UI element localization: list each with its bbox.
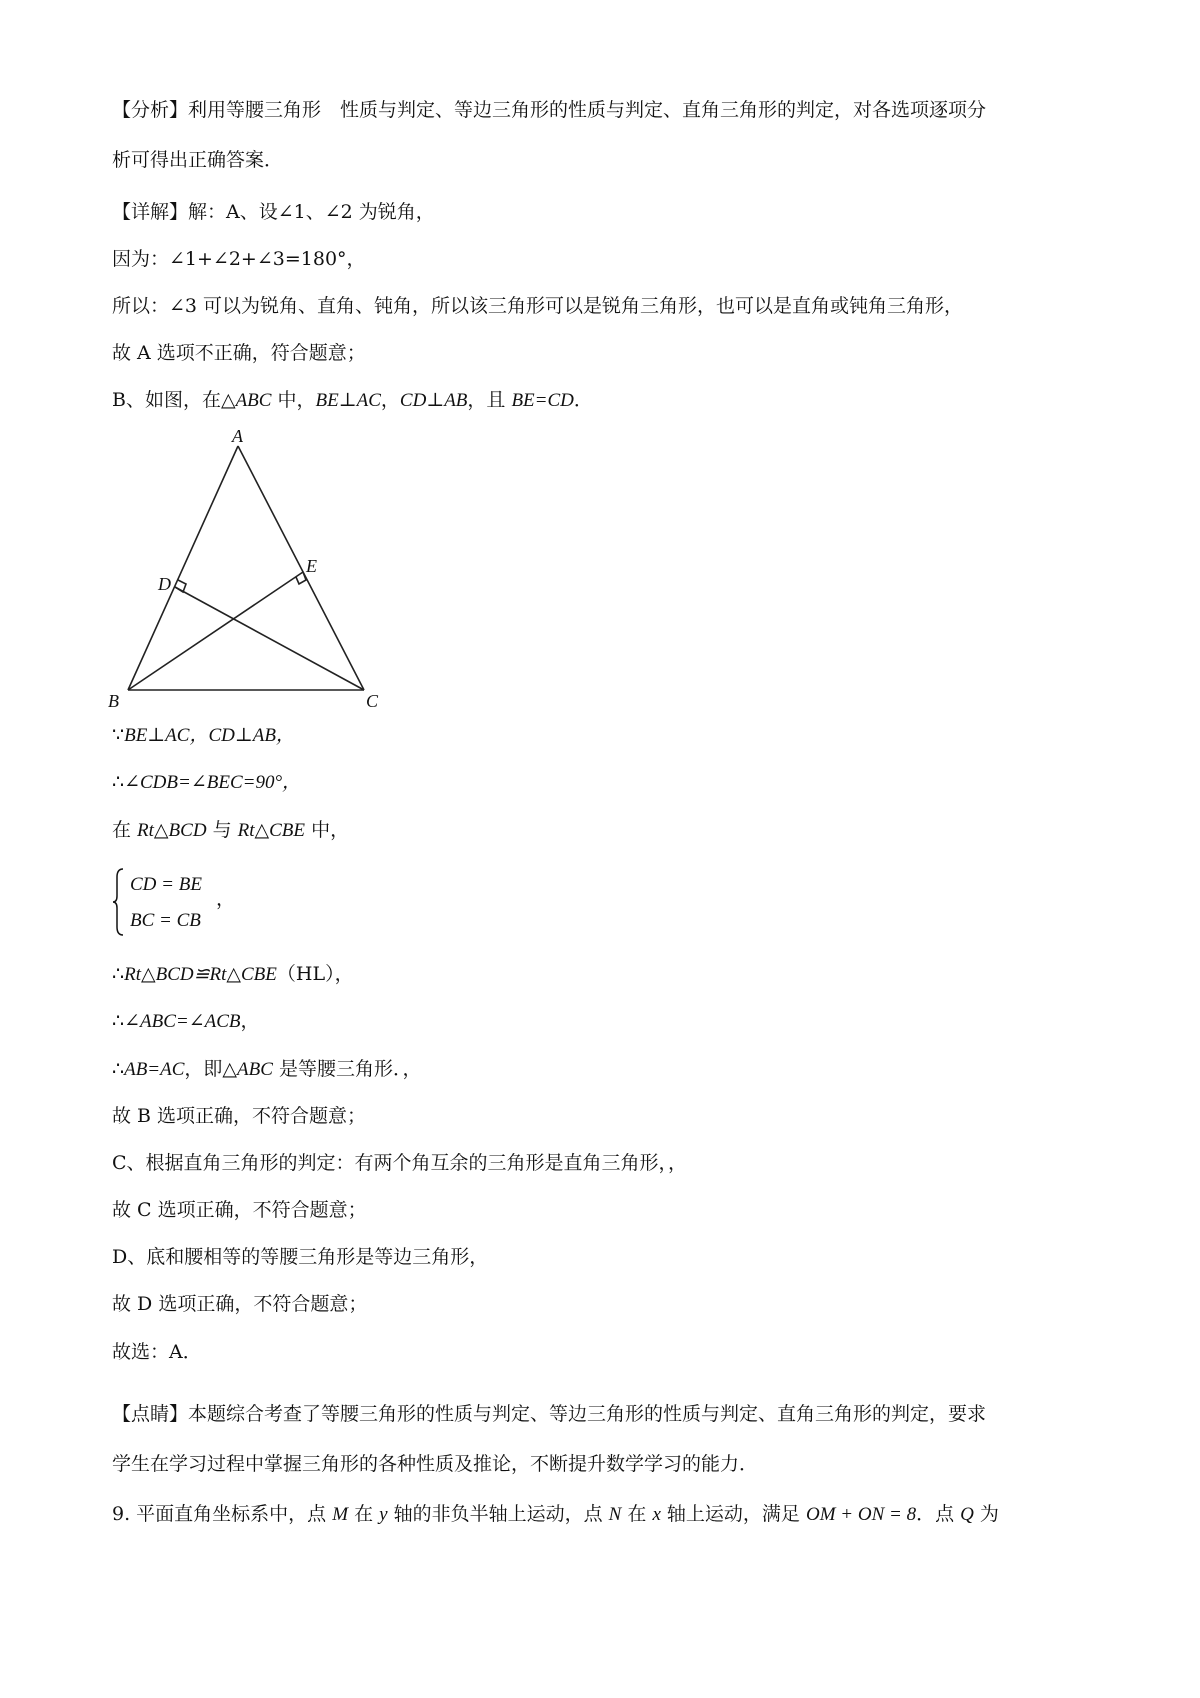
q9-y: y (379, 1504, 388, 1525)
proof-text-6: AB=AC (124, 1059, 185, 1080)
therefore-symbol-1: ∴ (112, 771, 125, 793)
proof-text-1: BE⊥AC，CD⊥AB， (124, 725, 295, 746)
b-eq: BE=CD (511, 390, 574, 411)
comment-label: 【点睛】 (112, 1403, 189, 1425)
b-comma1: ， (380, 389, 400, 411)
proof-line-10: D、底和腰相等的等腰三角形是等边三角形， (112, 1246, 489, 1268)
p3-end: 中， (305, 819, 350, 841)
q9-t6: ．点 (916, 1503, 961, 1525)
q9-t4: 在 (621, 1503, 653, 1525)
label-e: E (306, 556, 317, 576)
detail-intro: 解：A、设∠1、∠2 为锐角， (188, 201, 435, 223)
comment-text-2: 学生在学习过程中掌握三角形的各种性质及推论，不断提升数学学习的能力． (112, 1453, 759, 1475)
q9-x: x (652, 1504, 661, 1525)
system-eq-2: BC = CB (130, 910, 201, 931)
segment-ab (128, 446, 238, 690)
b-mid1: 中， (271, 389, 316, 411)
proof-text-5: ∠ABC=∠ACB (124, 1011, 241, 1032)
q9-equation: OM + ON = 8 (805, 1504, 917, 1525)
detail-label: 【详解】 (112, 201, 189, 223)
proof-line-5 (112, 1007, 260, 1036)
proof-line-11: 故 D 选项正确，不符合题意； (112, 1293, 368, 1315)
label-b: B (108, 691, 119, 711)
b-pre: B、如图，在△ (112, 389, 236, 411)
proof-line-3 (112, 816, 349, 845)
segment-cd (175, 587, 364, 690)
analysis-line-1 (112, 96, 986, 124)
right-angle-mark-e (296, 572, 306, 584)
b-setup-line (112, 386, 593, 415)
because-symbol: ∵ (112, 724, 125, 746)
proof-line-12: 故选：A． (112, 1341, 202, 1363)
right-angle-mark-d (175, 580, 186, 592)
proof-line-1 (112, 721, 295, 750)
b-cd: CD (399, 390, 427, 411)
proof-mid-6: ，即△ (184, 1058, 238, 1080)
proof-tail-4: （HL）， (276, 963, 354, 985)
proof-line-6 (112, 1055, 421, 1084)
proof-abc-6: ABC (237, 1059, 273, 1080)
p3-triangle-1: Rt△BCD (137, 820, 207, 841)
segment-be (128, 572, 303, 690)
left-brace (112, 868, 124, 936)
proof-line-7: 故 B 选项正确，不符合题意； (112, 1105, 367, 1127)
q9-t7: 为 (973, 1503, 999, 1525)
question-9-line (112, 1500, 999, 1529)
analysis-line-2 (112, 146, 283, 174)
p3-pre: 在 (112, 819, 138, 841)
b-end: ． (573, 389, 593, 411)
therefore-symbol-4: ∴ (112, 1058, 125, 1080)
proof-line-2 (112, 768, 301, 797)
q9-t1: 平面直角坐标系中，点 (136, 1503, 333, 1525)
proof-tail-5: ， (240, 1010, 260, 1032)
label-d: D (158, 574, 171, 594)
b-ab: AB (444, 390, 468, 411)
proof-line-8: C、根据直角三角形的判定：有两个角互余的三角形是直角三角形，， (112, 1152, 688, 1174)
therefore-symbol-3: ∴ (112, 1010, 125, 1032)
q9-q: Q (960, 1504, 974, 1525)
q9-number: 9. (112, 1503, 137, 1525)
comment-text-1: 本题综合考查了等腰三角形的性质与判定、等边三角形的性质与判定、直角三角形的判定，要求 (188, 1403, 987, 1425)
p3-mid: 与 (206, 819, 238, 841)
p3-triangle-2: Rt△CBE (237, 820, 306, 841)
analysis-text-1: 利用等腰三角形 性质与判定、等边三角形的性质与判定、直角三角形的判定，对各选项逐项分 (188, 99, 987, 121)
q9-m: M (332, 1504, 349, 1525)
q9-t3: 轴的非负半轴上运动，点 (387, 1503, 609, 1525)
q9-t2: 在 (348, 1503, 380, 1525)
because-sum-line: 因为：∠1+∠2+∠3=180°， (112, 248, 366, 270)
analysis-label: 【分析】 (112, 99, 189, 121)
b-ac: AC (356, 390, 381, 411)
label-c: C (366, 691, 379, 711)
b-and: ，且 (467, 389, 512, 411)
comment-line-1 (112, 1400, 986, 1428)
q9-n: N (608, 1504, 622, 1525)
therefore-symbol-2: ∴ (112, 963, 125, 985)
detail-line (112, 198, 435, 226)
proof-line-4 (112, 960, 354, 989)
proof-tail-6: 是等腰三角形．， (272, 1058, 422, 1080)
system-comma: ， (216, 888, 236, 910)
b-perp1: ⊥ (338, 389, 357, 411)
so-line: 所以：∠3 可以为锐角、直角、钝角，所以该三角形可以是锐角三角形，也可以是直角或钝角三角形， (112, 295, 964, 317)
b-abc: ABC (235, 390, 272, 411)
analysis-text-2: 析可得出正确答案． (112, 149, 284, 171)
b-be: BE (315, 390, 339, 411)
proof-line-9: 故 C 选项正确，不符合题意； (112, 1199, 367, 1221)
q9-t5: 轴上运动，满足 (660, 1503, 806, 1525)
system-eq-1: CD = BE (130, 874, 202, 895)
a-conclusion-line: 故 A 选项不正确，符合题意； (112, 342, 366, 364)
proof-text-4: Rt△BCD≌Rt△CBE (124, 964, 277, 985)
proof-text-2: ∠CDB=∠BEC=90°， (124, 772, 302, 793)
label-a: A (232, 426, 243, 446)
comment-line-2 (112, 1450, 758, 1478)
b-perp2: ⊥ (426, 389, 445, 411)
segment-ac (238, 446, 364, 690)
